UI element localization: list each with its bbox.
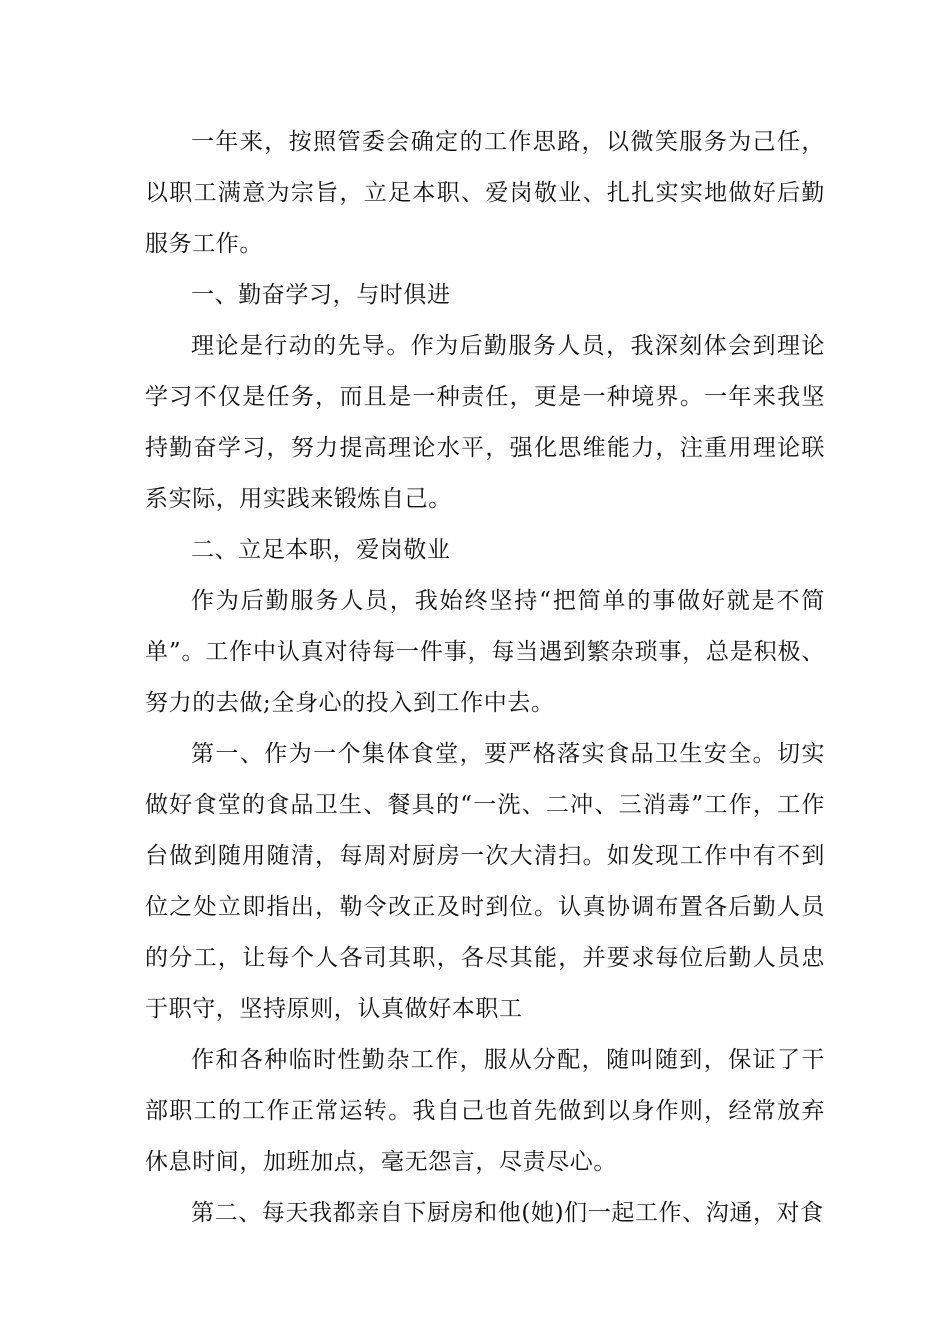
paragraph-first-point: 第一、作为一个集体食堂，要严格落实食品卫生安全。切实做好食堂的食品卫生、餐具的“一洗、二冲、三消毒”工作，工作台做到随用随清，每周对厨房一次大清扫。如发现工作中有不到位之处立即指出，勒令改正及时到位。认真协调布置各后勤人员的分工，让每个人各司其职，各尽其能，并要求每位后勤人员忠于职守，坚持原则，认真做好本职工	[145, 741, 825, 1022]
paragraph-dedication: 作为后勤服务人员，我始终坚持“把简单的事做好就是不简单”。工作中认真对待每一件事，每当遇到繁杂琐事，总是积极、努力的去做;全身心的投入到工作中去。	[145, 588, 825, 716]
paragraph-study: 理论是行动的先导。作为后勤服务人员，我深刻体会到理论学习不仅是任务，而且是一种责任，更是一种境界。一年来我坚持勤奋学习，努力提高理论水平，强化思维能力，注重用理论联系实际，用实践来锻炼自己。	[145, 333, 825, 512]
paragraph-second-point: 第二、每天我都亲自下厨房和他(她)们一起工作、沟通，对食	[191, 1200, 824, 1226]
section-heading-2: 二、立足本职，爱岗敬业	[191, 537, 451, 563]
section-heading-1: 一、勤奋学习，与时俱进	[191, 282, 451, 308]
document-body	[145, 117, 825, 1239]
paragraph-intro: 一年来，按照管委会确定的工作思路，以微笑服务为己任，以职工满意为宗旨，立足本职、爱岗敬业、扎扎实实地做好后勤服务工作。	[145, 129, 825, 257]
paragraph-continuation: 作和各种临时性勤杂工作，服从分配，随叫随到，保证了干部职工的工作正常运转。我自己也首先做到以身作则，经常放弃休息时间，加班加点，毫无怨言，尽责尽心。	[145, 1047, 825, 1175]
